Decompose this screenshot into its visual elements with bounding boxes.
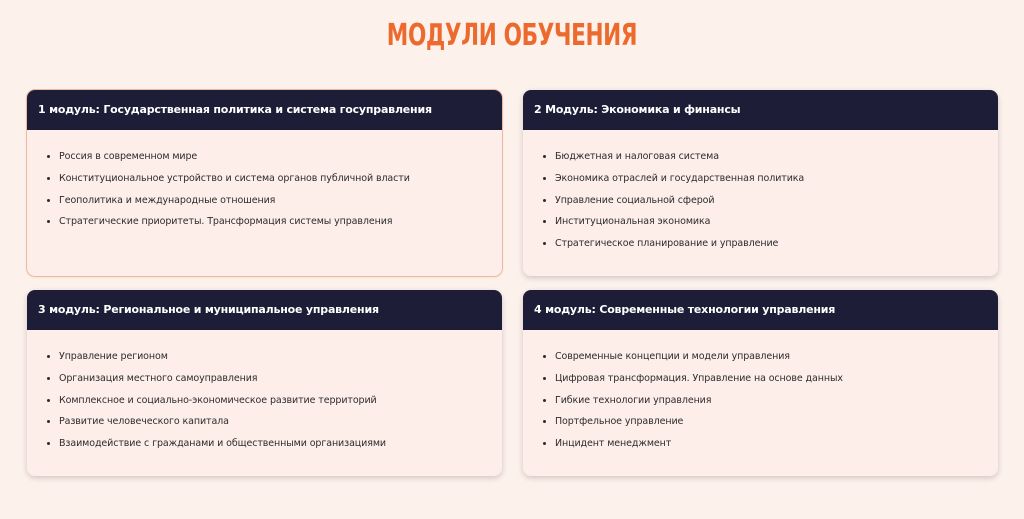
topic-label: Портфельное управление bbox=[555, 416, 684, 428]
bullet-icon bbox=[543, 355, 546, 358]
topic-label: Институциональная экономика bbox=[555, 216, 711, 228]
module-2-topic-list bbox=[523, 150, 998, 259]
bullet-icon bbox=[543, 177, 546, 180]
bullet-icon bbox=[47, 420, 50, 423]
bullet-icon bbox=[47, 199, 50, 202]
list-item bbox=[47, 172, 502, 194]
topic-label: Конституциональное устройство и система органов публичной власти bbox=[59, 172, 410, 184]
list-item bbox=[47, 372, 502, 394]
bullet-icon bbox=[543, 220, 546, 223]
list-item bbox=[543, 372, 998, 394]
list-item bbox=[543, 437, 998, 459]
list-item bbox=[543, 237, 998, 259]
bullet-icon bbox=[47, 155, 50, 158]
list-item bbox=[543, 394, 998, 416]
module-card-1 bbox=[27, 90, 502, 276]
bullet-icon bbox=[47, 442, 50, 445]
module-1-title: 1 модуль: Государственная политика и система госуправления bbox=[27, 90, 502, 130]
bullet-icon bbox=[543, 377, 546, 380]
bullet-icon bbox=[543, 442, 546, 445]
list-item bbox=[47, 350, 502, 372]
module-4-title: 4 модуль: Современные технологии управления bbox=[523, 290, 998, 330]
topic-label: Организация местного самоуправления bbox=[59, 372, 258, 384]
topic-label: Бюджетная и налоговая система bbox=[555, 151, 719, 162]
list-item bbox=[47, 415, 502, 437]
bullet-icon bbox=[47, 399, 50, 402]
topic-label: Цифровая трансформация. Управление на основе данных bbox=[555, 372, 843, 384]
topic-label: Комплексное и социально-экономическое развитие территорий bbox=[59, 394, 377, 406]
bullet-icon bbox=[543, 242, 546, 245]
module-card-2 bbox=[523, 90, 998, 276]
list-item bbox=[543, 194, 998, 216]
list-item bbox=[47, 215, 502, 237]
topic-label: Геополитика и международные отношения bbox=[59, 194, 276, 206]
module-2-title: 2 Модуль: Экономика и финансы bbox=[523, 90, 998, 130]
list-item bbox=[543, 415, 998, 437]
module-card-4 bbox=[523, 290, 998, 476]
topic-label: Инцидент менеджмент bbox=[555, 438, 672, 450]
list-item bbox=[47, 394, 502, 416]
list-item bbox=[543, 350, 998, 372]
bullet-icon bbox=[47, 220, 50, 223]
bullet-icon bbox=[543, 420, 546, 423]
topic-label: Гибкие технологии управления bbox=[555, 394, 712, 406]
list-item bbox=[543, 172, 998, 194]
module-card-3 bbox=[27, 290, 502, 476]
module-4-topic-list bbox=[523, 350, 998, 459]
bullet-icon bbox=[47, 177, 50, 180]
topic-label: Стратегическое планирование и управление bbox=[555, 238, 779, 250]
bullet-icon bbox=[47, 355, 50, 358]
module-3-title: 3 модуль: Региональное и муниципальное управления bbox=[27, 290, 502, 330]
module-3-topic-list bbox=[27, 350, 502, 459]
bullet-icon bbox=[543, 199, 546, 202]
module-3-body bbox=[27, 330, 502, 459]
list-item bbox=[47, 437, 502, 459]
page-title: МОДУЛИ ОБУЧЕНИЯ bbox=[386, 18, 638, 53]
module-1-topic-list bbox=[27, 150, 502, 237]
list-item bbox=[543, 215, 998, 237]
list-item bbox=[47, 150, 502, 172]
list-item bbox=[543, 150, 998, 172]
topic-label: Россия в современном мире bbox=[59, 151, 198, 162]
module-2-body bbox=[523, 130, 998, 259]
topic-label: Управление регионом bbox=[59, 351, 168, 362]
topic-label: Стратегические приоритеты. Трансформация системы управления bbox=[59, 216, 393, 228]
topic-label: Развитие человеческого капитала bbox=[59, 416, 229, 428]
bullet-icon bbox=[47, 377, 50, 380]
topic-label: Экономика отраслей и государственная политика bbox=[555, 172, 805, 184]
module-1-body bbox=[27, 130, 502, 237]
list-item bbox=[47, 194, 502, 216]
bullet-icon bbox=[543, 155, 546, 158]
topic-label: Современные концепции и модели управления bbox=[555, 351, 790, 362]
module-4-body bbox=[523, 330, 998, 459]
bullet-icon bbox=[543, 399, 546, 402]
topic-label: Взаимодействие с гражданами и общественными организациями bbox=[59, 438, 387, 450]
topic-label: Управление социальной сферой bbox=[555, 194, 715, 206]
